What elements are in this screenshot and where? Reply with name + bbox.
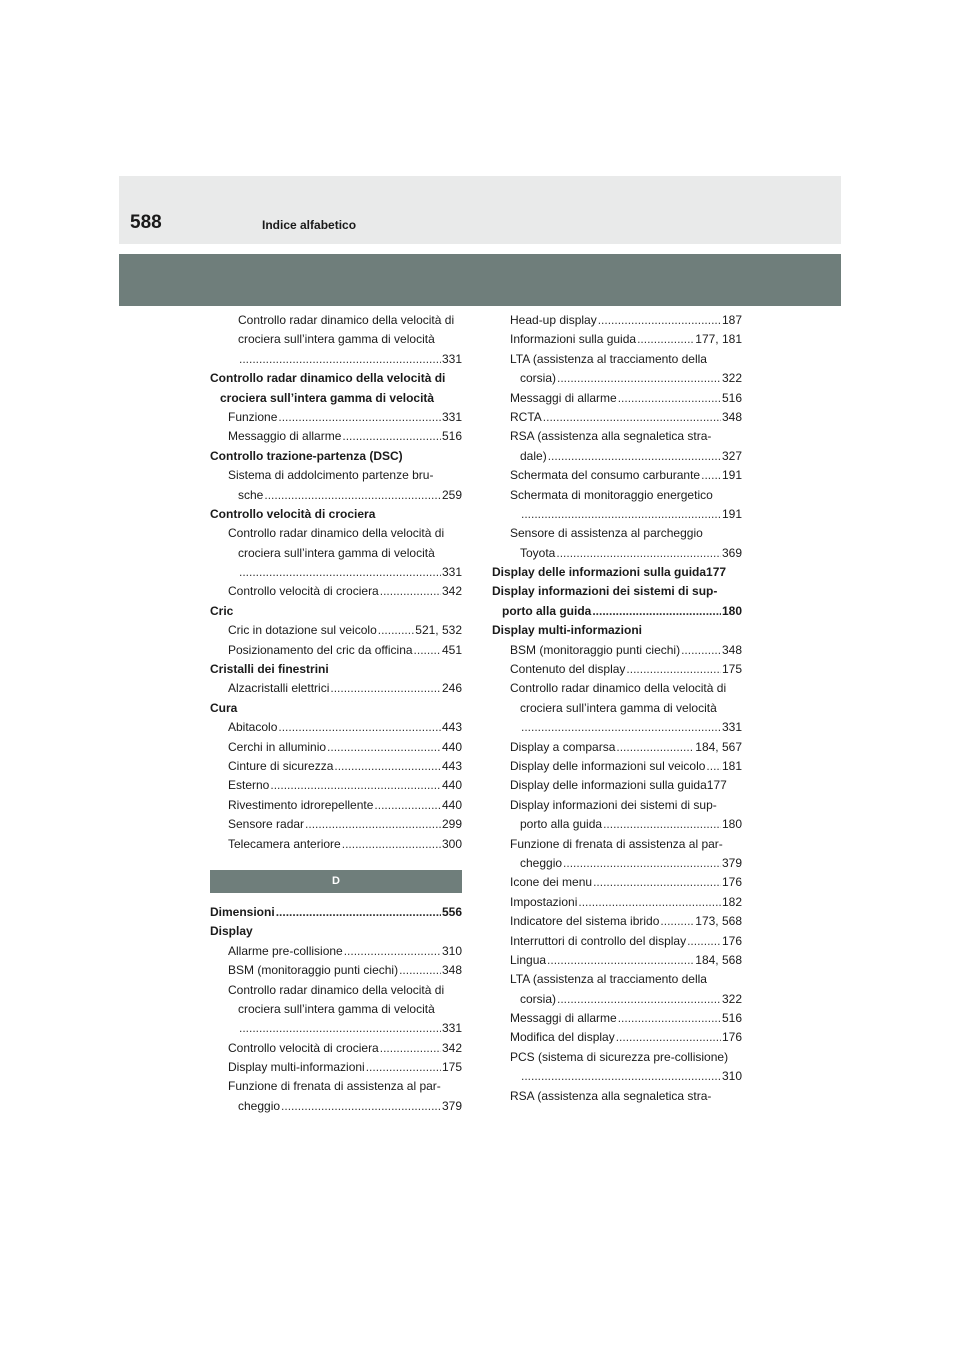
index-entry-page[interactable]: 322: [721, 991, 742, 1006]
index-entry-page[interactable]: 440: [441, 797, 462, 812]
index-entry-page[interactable]: 348: [721, 409, 742, 424]
index-entry: [492, 970, 742, 989]
index-entry-page[interactable]: 180: [721, 603, 742, 618]
index-entry: [210, 524, 462, 543]
index-entry-term: Telecamera anteriore: [228, 836, 341, 851]
index-entry-term: Icone dei menu: [510, 875, 593, 890]
index-entry: [492, 699, 742, 718]
index-entry: [492, 641, 742, 660]
index-entry: [492, 660, 742, 679]
index-entry: [210, 1058, 462, 1077]
index-entry: [492, 1028, 742, 1047]
dot-leader: [687, 932, 721, 951]
index-entry-term: Display informazioni dei sistemi di sup-: [510, 797, 717, 812]
index-entry: [210, 389, 462, 408]
index-entry: [492, 912, 742, 931]
index-entry-page[interactable]: 259: [441, 487, 462, 502]
index-entry-term: Head-up display: [510, 313, 597, 327]
dot-leader: [239, 1019, 441, 1038]
index-entry-page[interactable]: 180: [721, 817, 742, 832]
index-entry-page[interactable]: 331: [441, 351, 462, 366]
index-entry-term: Display delle informazioni sul veicolo: [510, 758, 706, 773]
index-entry: [210, 466, 462, 485]
index-entry-page[interactable]: 556: [441, 904, 462, 919]
index-entry: [492, 602, 742, 621]
index-entry-term: Messaggi di allarme: [510, 390, 617, 405]
dot-leader: [548, 447, 721, 466]
dot-leader: [305, 815, 441, 834]
dot-leader: [378, 621, 415, 640]
index-entry-term: crociera sull’intera gamma di velocità: [238, 332, 435, 347]
index-entry: [210, 981, 462, 1000]
index-entry-term: Display delle informazioni sulla guida177: [510, 778, 727, 793]
index-entry: [210, 796, 462, 815]
index-entry: [210, 738, 462, 757]
index-entry-page[interactable]: 348: [441, 963, 462, 978]
index-entry: [492, 486, 742, 505]
index-entry-page[interactable]: 184, 567: [695, 739, 742, 754]
dot-leader: [660, 912, 694, 931]
dot-leader: [706, 757, 721, 776]
index-entry-page[interactable]: 331: [441, 565, 462, 580]
index-entry-term: Contenuto del display: [510, 662, 626, 677]
index-entry-term: corsia): [520, 991, 557, 1006]
index-entry-term: cheggio: [520, 855, 563, 870]
index-entry: [492, 505, 742, 524]
index-entry: [210, 835, 462, 854]
index-entry-term: PCS (sistema di sicurezza pre-collisione): [510, 1049, 729, 1064]
index-entry: [492, 524, 742, 543]
index-entry-page[interactable]: 342: [441, 584, 462, 599]
index-entry-term: corsia): [520, 371, 557, 386]
index-entry: [492, 427, 742, 446]
dot-leader: [547, 951, 694, 970]
index-entry-term: Esterno: [228, 778, 270, 793]
index-entry-term: Cura: [210, 700, 238, 715]
dot-leader: [380, 1039, 441, 1058]
index-entry: [210, 1077, 462, 1096]
index-entry: [210, 699, 462, 718]
index-entry-page[interactable]: 348: [721, 642, 742, 657]
dot-leader: [380, 582, 441, 601]
index-entry-term: Interruttori di controllo del display: [510, 933, 687, 948]
index-entry-term: Controllo velocità di crociera: [228, 1040, 379, 1055]
index-entry: [492, 447, 742, 466]
index-entry: [210, 1039, 462, 1058]
index-entry-term: crociera sull’intera gamma di velocità: [238, 1001, 435, 1016]
dot-leader: [239, 350, 441, 369]
index-entry-term: crociera sull’intera gamma di velocità: [220, 390, 435, 405]
dot-leader: [592, 602, 721, 621]
index-entry-term: Posizionamento del cric da officina: [228, 642, 413, 657]
index-entry-term: Modifica del display: [510, 1030, 615, 1045]
index-entry-term: Display delle informazioni sulla guida177: [492, 565, 727, 580]
index-entry: [492, 990, 742, 1009]
dot-leader: [556, 544, 721, 563]
dot-leader: [264, 486, 441, 505]
index-entry-page[interactable]: 173, 568: [695, 914, 742, 929]
index-entry-page[interactable]: 175: [441, 1060, 462, 1075]
index-entry-page[interactable]: 176: [721, 1030, 742, 1045]
index-entry-term: crociera sull’intera gamma di velocità: [238, 545, 435, 560]
index-entry: [210, 311, 462, 330]
header-bar: [119, 176, 841, 244]
index-entry-page[interactable]: 516: [721, 1011, 742, 1026]
index-entry: [492, 582, 742, 601]
index-list-c: [210, 311, 462, 854]
index-entry: [210, 942, 462, 961]
index-entry-term: Messaggi di allarme: [510, 1011, 617, 1026]
index-entry: [492, 544, 742, 563]
index-entry: [210, 679, 462, 698]
index-entry-term: Rivestimento idrorepellente: [228, 797, 374, 812]
dot-leader: [603, 815, 721, 834]
index-entry-term: Display: [210, 924, 253, 939]
index-entry: [492, 854, 742, 873]
index-entry-term: Controllo radar dinamico della velocità di: [510, 681, 727, 696]
index-entry: [492, 738, 742, 757]
index-entry-term: Schermata del consumo carburante: [510, 468, 701, 483]
index-entry-term: Controllo radar dinamico della velocità di: [228, 526, 445, 541]
dot-leader: [637, 330, 694, 349]
index-entry-term: porto alla guida: [502, 603, 592, 618]
index-entry-page[interactable]: 182: [721, 894, 742, 909]
index-entry-term: Cric in dotazione sul veicolo: [228, 623, 377, 638]
index-entry-term: cheggio: [238, 1098, 281, 1113]
index-entry-page[interactable]: 516: [721, 390, 742, 405]
dot-leader: [681, 641, 721, 660]
index-entry: [210, 544, 462, 563]
index-entry: [492, 893, 742, 912]
index-entry-page[interactable]: 451: [441, 642, 462, 657]
index-entry: [492, 679, 742, 698]
index-entry-page[interactable]: 300: [441, 836, 462, 851]
dot-leader: [270, 776, 441, 795]
index-entry-page[interactable]: 246: [441, 681, 462, 696]
index-entry-term: Cerchi in alluminio: [228, 739, 327, 754]
index-entry: [492, 466, 742, 485]
dot-leader: [278, 408, 441, 427]
index-entry: [210, 961, 462, 980]
index-entry-term: LTA (assistenza al tracciamento della: [510, 972, 707, 987]
index-entry-page[interactable]: 369: [721, 545, 742, 560]
index-entry: [210, 602, 462, 621]
index-entry-term: Cristalli dei finestrini: [210, 662, 329, 677]
index-entry-page[interactable]: 331: [721, 720, 742, 735]
index-entry-term: Cric: [210, 603, 234, 618]
index-entry-term: RCTA: [510, 409, 542, 424]
index-list-d: [210, 903, 462, 1116]
dot-leader: [593, 873, 721, 892]
dot-leader: [374, 796, 441, 815]
index-entry-page[interactable]: 521, 532: [415, 623, 462, 638]
dot-leader: [399, 961, 441, 980]
dot-leader: [414, 641, 441, 660]
index-column-left: [210, 311, 462, 1116]
index-entry: [210, 776, 462, 795]
dot-leader: [334, 757, 441, 776]
index-entry: [492, 621, 742, 640]
dot-leader: [701, 466, 721, 485]
index-entry-term: Controllo trazione-partenza (DSC): [210, 448, 403, 463]
index-entry-term: BSM (monitoraggio punti ciechi): [510, 642, 681, 657]
index-entry-term: Funzione di frenata di assistenza al par-: [510, 836, 723, 851]
index-entry: [210, 660, 462, 679]
index-entry-page[interactable]: 342: [441, 1040, 462, 1055]
dot-leader: [344, 942, 441, 961]
index-entry: [210, 563, 462, 582]
index-entry: [492, 1009, 742, 1028]
index-entry: [210, 427, 462, 446]
index-entry-term: Controllo radar dinamico della velocità di: [228, 982, 445, 997]
index-entry: [492, 1067, 742, 1086]
index-entry: [210, 1000, 462, 1019]
index-entry: [210, 582, 462, 601]
index-entry-page[interactable]: 187: [721, 313, 742, 327]
dot-leader: [278, 718, 441, 737]
index-entry-page[interactable]: 191: [721, 506, 742, 521]
dot-leader: [521, 718, 721, 737]
dot-leader: [578, 893, 721, 912]
index-entry-page[interactable]: 175: [721, 662, 742, 677]
index-entry-page[interactable]: 379: [721, 855, 742, 870]
dot-leader: [276, 903, 441, 922]
index-entry-page[interactable]: 299: [441, 817, 462, 832]
index-entry: [492, 815, 742, 834]
index-entry-term: RSA (assistenza alla segnaletica stra-: [510, 429, 712, 444]
dot-leader: [543, 408, 721, 427]
index-entry-term: Dimensioni: [210, 904, 275, 919]
index-entry-page[interactable]: 181: [721, 758, 742, 773]
index-entry-term: Sensore radar: [228, 817, 305, 832]
section-title: Indice alfabetico: [262, 218, 357, 232]
index-entry-page[interactable]: 440: [441, 778, 462, 793]
index-entry-term: Lingua: [510, 952, 547, 967]
index-entry-term: Messaggio di allarme: [228, 429, 342, 444]
dot-leader: [342, 427, 441, 446]
header-band: [119, 254, 841, 306]
index-entry-page[interactable]: 440: [441, 739, 462, 754]
index-entry-page[interactable]: 176: [721, 933, 742, 948]
index-entry: [492, 563, 742, 582]
index-entry: [210, 447, 462, 466]
index-entry-term: porto alla guida: [520, 817, 603, 832]
index-entry-page[interactable]: 379: [441, 1098, 462, 1113]
index-entry: [210, 408, 462, 427]
index-entry-page[interactable]: 191: [721, 468, 742, 483]
index-entry-term: Allarme pre-collisione: [228, 943, 343, 958]
index-entry: [210, 757, 462, 776]
index-entry: [492, 330, 742, 349]
index-entry: [210, 718, 462, 737]
dot-leader: [521, 505, 721, 524]
index-entry: [210, 922, 462, 941]
index-entry-term: Controllo radar dinamico della velocità di: [210, 371, 446, 386]
page-number: 588: [130, 212, 162, 233]
index-entry: [210, 350, 462, 369]
index-entry: [210, 1019, 462, 1038]
index-entry-term: Controllo radar dinamico della velocità di: [238, 313, 455, 327]
index-entry: [492, 311, 742, 330]
index-entry-term: Funzione di frenata di assistenza al par-: [228, 1079, 441, 1094]
index-list-d-continued: [492, 311, 742, 1106]
index-entry-page[interactable]: 322: [721, 371, 742, 386]
index-entry-term: LTA (assistenza al tracciamento della: [510, 351, 707, 366]
index-entry-page[interactable]: 331: [441, 1021, 462, 1036]
index-entry: [492, 757, 742, 776]
index-entry-term: Cinture di sicurezza: [228, 758, 334, 773]
index-column-right: [492, 311, 742, 1106]
index-entry: [492, 369, 742, 388]
index-entry-page[interactable]: 331: [441, 409, 462, 424]
index-entry-term: Display multi-informazioni: [228, 1060, 365, 1075]
dot-leader: [330, 679, 441, 698]
index-entry: [492, 932, 742, 951]
index-entry: [492, 389, 742, 408]
index-entry-term: sche: [238, 487, 264, 502]
index-entry-term: dale): [520, 448, 547, 463]
index-entry: [210, 1097, 462, 1116]
index-entry: [210, 330, 462, 349]
dot-leader: [366, 1058, 441, 1077]
dot-leader: [239, 563, 441, 582]
letter-band-d: D: [210, 870, 462, 893]
index-entry: [492, 350, 742, 369]
index-entry: [492, 776, 742, 795]
index-entry-term: Alzacristalli elettrici: [228, 681, 330, 696]
index-entry-term: RSA (assistenza alla segnaletica stra-: [510, 1088, 712, 1103]
index-entry-term: BSM (monitoraggio punti ciechi): [228, 963, 399, 978]
index-entry-term: Controllo velocità di crociera: [210, 506, 376, 521]
index-entry: [492, 796, 742, 815]
dot-leader: [342, 835, 441, 854]
index-entry-term: Informazioni sulla guida: [510, 332, 637, 347]
index-entry: [210, 903, 462, 922]
index-entry-term: Display multi-informazioni: [492, 623, 643, 638]
index-entry: [210, 621, 462, 640]
index-entry-page[interactable]: 327: [721, 448, 742, 463]
index-entry-page[interactable]: 443: [441, 720, 462, 735]
index-entry-term: Abitacolo: [228, 720, 278, 735]
index-entry-page[interactable]: 184, 568: [695, 952, 742, 967]
index-entry-term: Schermata di monitoraggio energetico: [510, 487, 713, 502]
index-entry: [492, 873, 742, 892]
dot-leader: [618, 389, 721, 408]
dot-leader: [618, 1009, 721, 1028]
index-entry-term: Indicatore del sistema ibrido: [510, 914, 660, 929]
index-entry-term: Controllo velocità di crociera: [228, 584, 379, 599]
index-entry: [210, 486, 462, 505]
dot-leader: [521, 1067, 721, 1086]
index-entry: [210, 369, 462, 388]
index-entry-term: Display a comparsa: [510, 739, 616, 754]
index-entry: [492, 835, 742, 854]
index-entry: [492, 718, 742, 737]
index-entry-page[interactable]: 516: [441, 429, 462, 444]
index-entry-term: Funzione: [228, 409, 278, 424]
index-entry-term: Toyota: [520, 545, 556, 560]
index-entry: [210, 641, 462, 660]
dot-leader: [327, 738, 441, 757]
index-entry-term: crociera sull’intera gamma di velocità: [520, 700, 717, 715]
index-entry-term: Sensore di assistenza al parcheggio: [510, 526, 703, 541]
index-entry-page[interactable]: 176: [721, 875, 742, 890]
index-entry-term: Impostazioni: [510, 894, 578, 909]
dot-leader: [616, 738, 694, 757]
dot-leader: [598, 311, 721, 330]
dot-leader: [626, 660, 721, 679]
index-entry-term: Display informazioni dei sistemi di sup-: [492, 584, 718, 599]
index-entry-page[interactable]: 443: [441, 758, 462, 773]
dot-leader: [563, 854, 721, 873]
index-entry-page[interactable]: 310: [721, 1069, 742, 1084]
index-entry: [492, 1048, 742, 1067]
index-entry: [492, 1087, 742, 1106]
index-entry: [210, 815, 462, 834]
index-entry-term: Sistema di addolcimento partenze bru-: [228, 468, 434, 483]
index-entry-page[interactable]: 177, 181: [695, 332, 742, 347]
index-entry: [210, 505, 462, 524]
index-entry: [492, 408, 742, 427]
index-entry-page[interactable]: 310: [441, 943, 462, 958]
index-entry: [492, 951, 742, 970]
dot-leader: [616, 1028, 721, 1047]
dot-leader: [281, 1097, 441, 1116]
dot-leader: [557, 990, 721, 1009]
dot-leader: [557, 369, 721, 388]
